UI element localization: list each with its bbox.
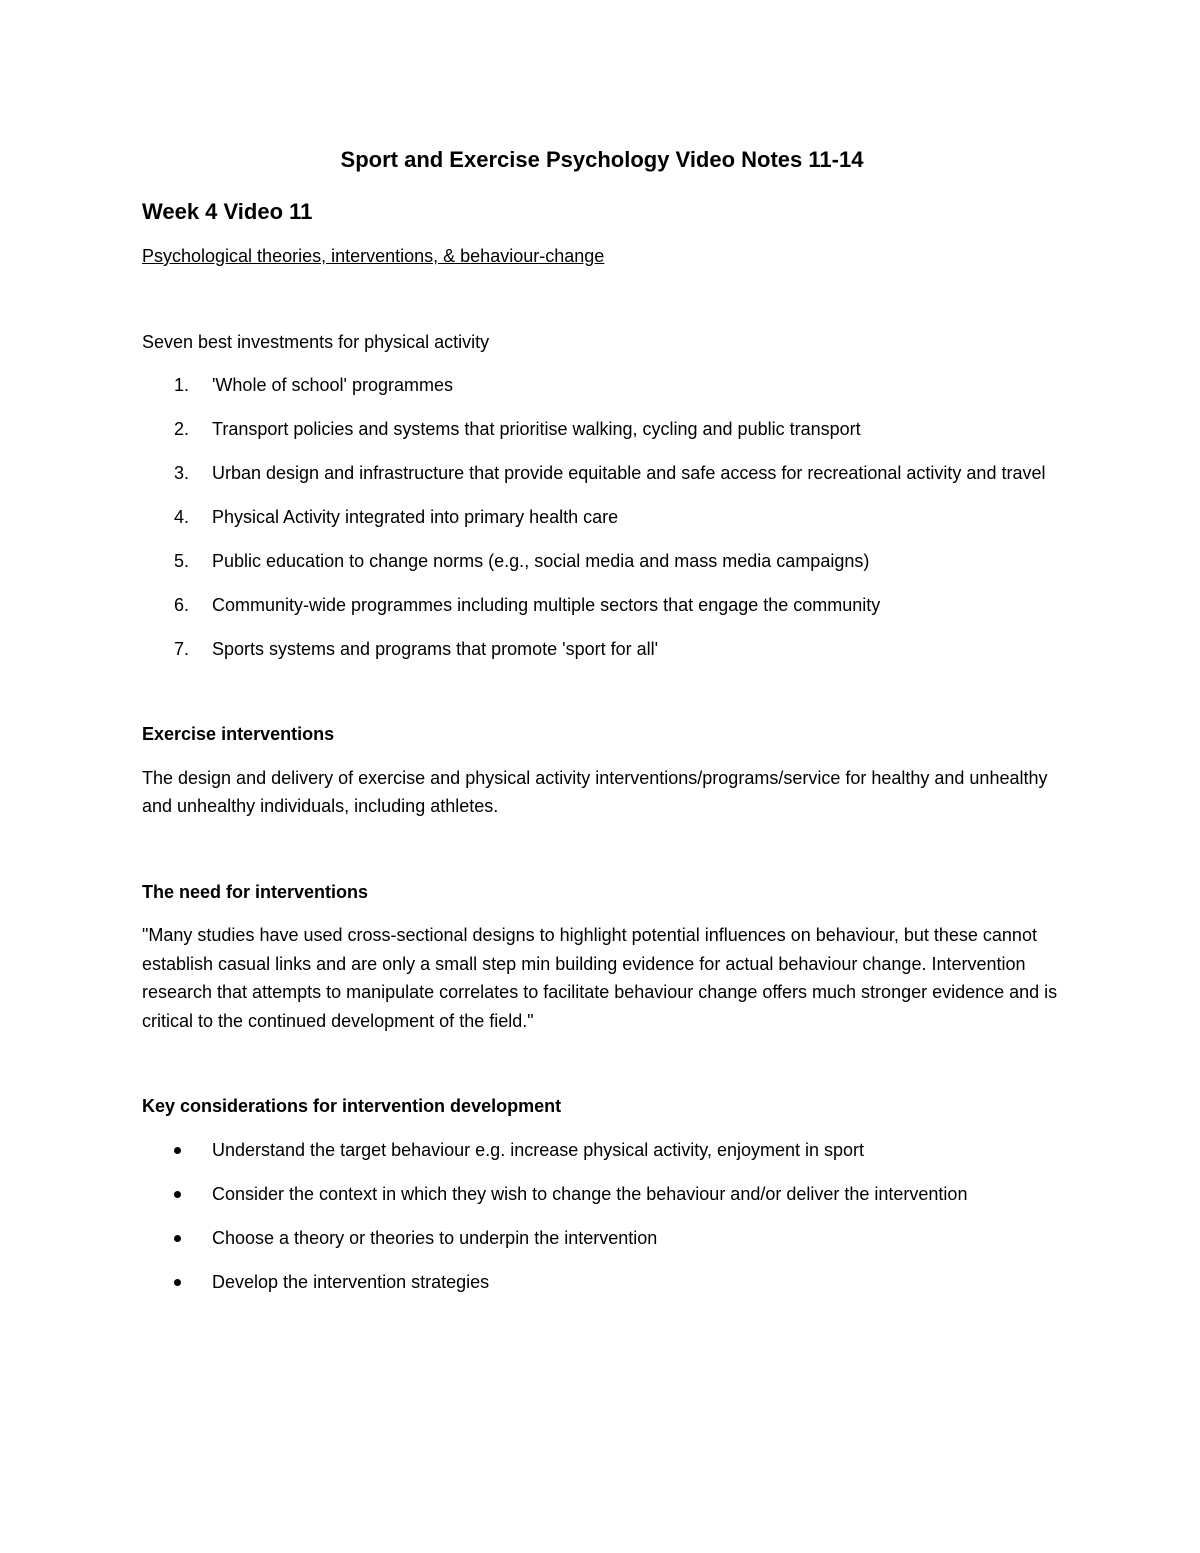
document-title: Sport and Exercise Psychology Video Notes 11-14 <box>340 147 864 172</box>
section-heading-key-considerations: Key considerations for intervention development <box>142 1096 562 1116</box>
list-item <box>142 415 1062 444</box>
list-item <box>142 1224 1062 1253</box>
list-item-text: Transport policies and systems that prioritise walking, cycling and public transport <box>212 419 861 439</box>
list-number: 7. <box>174 639 190 659</box>
list-item <box>142 459 1062 488</box>
list-item <box>142 547 1062 576</box>
list-item-text: Physical Activity integrated into primary health care <box>212 507 619 527</box>
bullet-icon <box>174 1235 181 1242</box>
list-item-text: 'Whole of school' programmes <box>212 375 453 395</box>
need-for-interventions-quote: "Many studies have used cross-sectional designs to highlight potential influences on behaviour, but these cannot establish casual links and are only a small step min building evidence for actual behaviour change. Intervention research that attempts to manipulate correlates to facilitate behaviour change offers much stronger evidence and is critical to the continued development of the field." <box>142 925 1058 1031</box>
section-heading-need-for-interventions: The need for interventions <box>142 881 369 902</box>
list-item <box>142 635 1062 664</box>
exercise-interventions-body: The design and delivery of exercise and physical activity interventions/programs/service for healthy and unhealthy and unhealthy individuals, including athletes. <box>142 767 1048 816</box>
list-item-text: Choose a theory or theories to underpin the intervention <box>212 1227 658 1248</box>
topic-subtitle: Psychological theories, interventions, & behaviour-change <box>142 246 605 266</box>
week-heading: Week 4 Video 11 <box>142 199 313 224</box>
list-item-text: Consider the context in which they wish to change the behaviour and/or deliver the intervention <box>212 1183 968 1204</box>
list-item-text: Public education to change norms (e.g., social media and mass media campaigns) <box>212 551 870 571</box>
investments-list <box>142 371 1062 664</box>
list-item-text: Urban design and infrastructure that provide equitable and safe access for recreational activity and travel <box>212 463 1046 483</box>
list-number: 1. <box>174 375 190 395</box>
bullet-icon <box>174 1279 181 1286</box>
list-item-text: Develop the intervention strategies <box>212 1271 490 1292</box>
list-item <box>142 1180 1062 1209</box>
list-item <box>142 371 1062 400</box>
list-item <box>142 1136 1062 1165</box>
bullet-icon <box>174 1147 181 1154</box>
list-number: 2. <box>174 419 190 439</box>
list-item-text: Community-wide programmes including multiple sectors that engage the community <box>212 595 881 615</box>
list-item-text: Understand the target behaviour e.g. increase physical activity, enjoyment in sport <box>212 1139 865 1160</box>
spacer <box>142 679 1062 720</box>
investments-intro: Seven best investments for physical activity <box>142 331 490 352</box>
spacer <box>142 836 1062 878</box>
list-number: 6. <box>174 595 190 615</box>
list-number: 4. <box>174 507 190 527</box>
list-item <box>142 503 1062 532</box>
bullet-icon <box>174 1191 181 1198</box>
key-considerations-list <box>142 1136 1062 1297</box>
list-number: 5. <box>174 551 190 571</box>
section-heading-exercise-interventions: Exercise interventions <box>142 724 335 744</box>
list-item <box>142 591 1062 620</box>
document-content <box>142 144 1062 1312</box>
list-item <box>142 1268 1062 1297</box>
spacer <box>142 1050 1062 1092</box>
list-number: 3. <box>174 463 190 483</box>
list-item-text: Sports systems and programs that promote 'sport for all' <box>212 639 659 659</box>
